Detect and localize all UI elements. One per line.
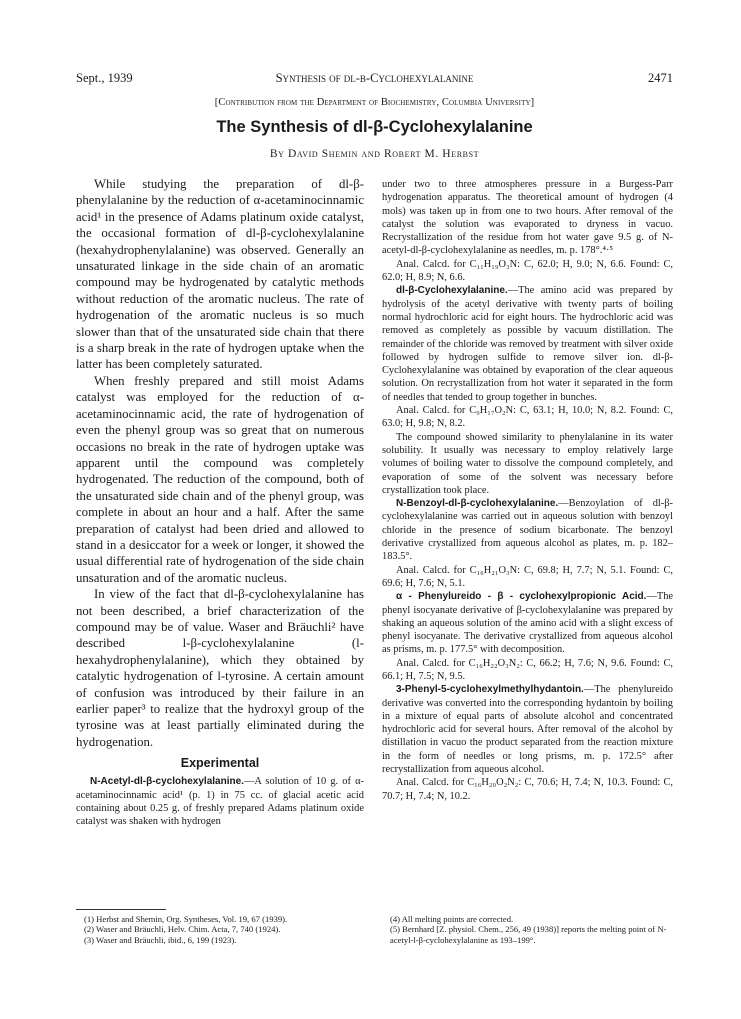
benzoyl-paragraph (382, 497, 673, 563)
compound-heading: α - Phenylureido - β - cyclohexylpropionic Acid. (396, 591, 647, 603)
compound-heading: dl-β-Cyclohexylalanine. (396, 285, 508, 297)
running-head (76, 70, 673, 86)
running-head-title: Synthesis of dl-β-Cyclohexylalanine (275, 71, 474, 85)
footnotes-left (84, 914, 366, 945)
article-authors: By David Shemin and Robert M. Herbst (269, 148, 480, 160)
footnote: (3) Waser and Bräuchli, ibid., 6, 199 (1923). (84, 934, 237, 945)
compound-heading: N-Benzoyl-dl-β-cyclohexylalanine. (396, 498, 559, 510)
compound-heading: 3-Phenyl-5-cyclohexylmethylhydantoin. (396, 684, 584, 696)
analysis-line-4: Anal. Calcd. for C₁₆H₂₂O₃N₂: C, 66.2; H, 7.6; N, 9.6. Found: C, 66.1; H, 7.5; N, 9.5. (382, 657, 673, 682)
solubility-paragraph: The compound showed similarity to phenylalanine in its water solubility. It usually was necessary to employ relatively large volumes of boiling water to dissolve the compound completely, and evaporation of some of the solvent was necessary before crystallization took place. (382, 431, 673, 496)
footnote: (5) Bernhard [Z. physiol. Chem., 256, 49 (1938)] reports the melting point of N-acetyl-l-β-cyclohexylalanine as 193–199°. (390, 924, 667, 945)
right-column (382, 178, 673, 803)
footnotes-right (390, 914, 673, 945)
compound-heading: N-Acetyl-dl-β-cyclohexylalanine. (90, 776, 244, 788)
intro-paragraph-1: While studying the preparation of dl-β-phenylalanine by the reduction of α-acetaminocinnamic acid¹ in the presence of Adams platinum oxide catalyst, the occasional formation of dl-β-cyclohexylalanine (hexahydrophenylalanine) was observed. Generally an unsaturated linkage in the side chain of an aromatic compound may be hydrogenated by catalytic methods without reduction of the aromatic nucleus. The rate of hydrogenation of the aromatic nucleus is so much slower than that of the unsaturated side chain that there is a sharp break in the rate of hydrogen uptake when the latter has been completely saturated. (76, 177, 364, 372)
paragraph-text: —The amino acid was prepared by hydrolysis of the acetyl derivative with twenty parts of boiling normal hydrochloric acid for eight hours. The hydrochloric acid was removed as completely as possible by vacuum distillation. The remainder of the chloride was removed by treatment with silver oxide followed by hydrogen sulfide to remove silver ion. dl-β-Cyclohexylalanine was obtained by evaporation of the clear aqueous solution. On recrystallization from hot water it separated in the form of needles that tended to group together in bunches. (382, 285, 673, 403)
intro-paragraph-2: When freshly prepared and still moist Adams catalyst was employed for the reduction of α-acetaminocinnamic acid, the rate of hydrogenation of even the phenyl group was so great that on numerous occasions no break in the rate of hydrogen uptake was apparent until the compound was completely hydrogenated. The reduction of the compound, both of the unsaturated side chain and of the phenyl group, was complete in about an hour and a half. After the same preparation of catalyst had been dried and allowed to stand in a desiccator for a week or longer, it showed the usual differential rate of hydrogenation of the side chain unsaturation and of the aromatic nucleus. (76, 373, 364, 585)
left-column (76, 176, 364, 828)
continued-paragraph: under two to three atmospheres pressure in a Burgess-Parr hydrogenation apparatus. The theoretical amount of hydrogen (4 mols) was taken up in from one to two hours. After removal of the catalyst the solution was evaporated to dryness in vacuo. Recrystallization of the residue from hot water gave 9.5 g. of N-acetyl-dl-β-cyclohexylalanine as needles, m. p. 178°.⁴·⁵ (382, 179, 673, 257)
experimental-heading: Experimental (180, 756, 260, 771)
cyclohexylalanine-paragraph (382, 284, 673, 404)
analysis-line-5: Anal. Calcd. for C₁₆H₂₀O₂N₂: C, 70.6; H, 7.4; N, 10.3. Found: C, 70.7; H, 7.4; N, 10.2. (382, 777, 673, 802)
experimental-paragraph-1 (76, 775, 364, 828)
phenylureido-paragraph (382, 590, 673, 656)
hydantoin-paragraph (382, 683, 673, 776)
contribution-line: [Contribution from the Department of Biochemistry, Columbia University] (214, 97, 535, 108)
analysis-line-2: Anal. Calcd. for C₉H₁₇O₂N: C, 63.1; H, 10.0; N, 8.2. Found: C, 63.0; H, 9.8; N, 8.2. (382, 405, 673, 430)
footnote: (1) Herbst and Shemin, Org. Syntheses, Vol. 19, 67 (1939). (84, 914, 288, 924)
page-number: 2471 (648, 71, 673, 85)
intro-paragraph-3: In view of the fact that dl-β-cyclohexylalanine has not been described, a brief characterization of the compound may be of value. Waser and Bräuchli² have described l-β-cyclohexylalanine (l-hexahydrophenylalanine), which they obtained by catalytic hydrogenation of l-tyrosine. A certain amount of confusion was introduced by their failure in an earlier paper³ to realize that the hydroxyl group of the tyrosine was at least partially eliminated during the hydrogenation. (76, 587, 364, 749)
paragraph-text: —A solution of 10 g. of α-acetaminocinnamic acid¹ (p. 1) in 75 cc. of glacial acetic acid containing about 0.25 g. of freshly prepared Adams platinum oxide catalyst was shaken with hydrogen (76, 776, 364, 828)
paragraph-text: —The phenylureido derivative was converted into the corresponding hydantoin by boiling in a mixture of equal parts of absolute alcohol and concentrated hydrochloric acid for several hours. After removal of the alcohol by distillation in vacuo the product separated from the reaction mixture in the form of needles or long prisms, m. p. 172.5° after recrystallization from aqueous alcohol. (382, 684, 673, 776)
analysis-line-1: Anal. Calcd. for C₁₁H₁₉O₃N: C, 62.0; H, 9.0; N, 6.6. Found: C, 62.0; H, 8.9; N, 6.6. (382, 258, 673, 284)
analysis-line-3: Anal. Calcd. for C₁₆H₂₁O₃N: C, 69.8; H, 7.7; N, 5.1. Found: C, 69.6; H, 7.6; N, 5.1. (382, 564, 673, 589)
footnote-rule (76, 909, 166, 910)
footnote: (2) Waser and Bräuchli, Helv. Chim. Acta, 7, 740 (1924). (84, 924, 281, 935)
paragraph-text: —Benzoylation of dl-β-cyclohexylalanine was carried out in aqueous solution with benzoyl chloride in the presence of sodium bicarbonate. The benzoyl derivative crystallized from aqueous alcohol as plates, m. p. 182–183.5°. (382, 498, 673, 563)
article-title: The Synthesis of dl-β-Cyclohexylalanine (216, 118, 533, 136)
running-head-date: Sept., 1939 (76, 71, 133, 85)
paragraph-text: —The phenyl isocyanate derivative of β-cyclohexylalanine was prepared by shaking an aqueous solution of the amino acid with a slight excess of phenyl isocyanate. The derivative crystallized from aqueous alcohol as prisms, m. p. 177.5° with decomposition. (382, 591, 673, 656)
footnote: (4) All melting points are corrected. (390, 914, 514, 924)
